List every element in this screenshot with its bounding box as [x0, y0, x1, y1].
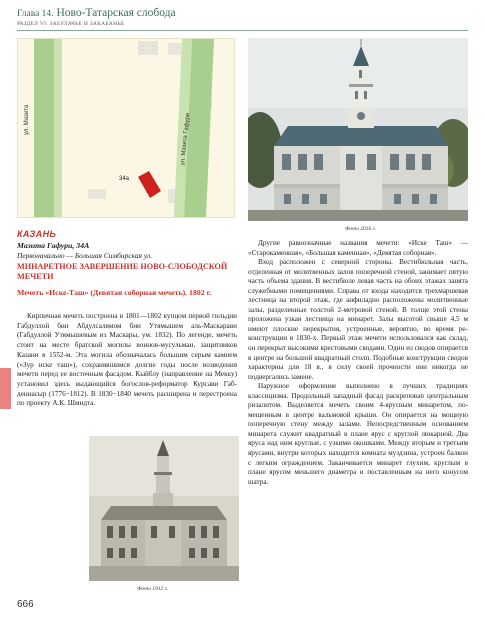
description-paragraph-2: Вход расположен с северной стороны. Вестибюльная часть, отделенная от молитвенных залов поперечной стеной, занимает пятую часть объема здания. В вестибюле левая часть на обоих этажах занята служебными помещениями. Справа от входа находится трехмаршевая лестница на второй этаж, где анфиладно расположены молитвенные залы, разделенные толстой 2-метровой стеной. В толще этой стены проложена узкая лестница на минарет. Залы высотой свыше 4,5 м имеют плоские перекрытия, устроенные, вероятно, во время реконструкции в 1830-х. Первый этаж мечети использовался как склад, он перекрыт высокими крестовыми сводами. Один из сводов опирается в центре на большой квадратный столп. Подобные конструкции сводов характерны для 18 в., в силу своей прочности они никогда не подвергались замене.: [248, 258, 468, 381]
address: Мазита Гафури, 34А: [17, 241, 90, 250]
description-column: [248, 239, 468, 487]
chapter-heading: [17, 7, 176, 19]
header-divider: [17, 30, 468, 31]
history-paragraph: Кирпичная мечеть построена в 1801—1802 купцом первой гильдии Габдуллой бин Абдулсалямом бин Утямышем аль-Маскарави (Габдуллой Утямышевым из Маскары, ум. 1832). По легенде, мечеть стоит на месте братской могилы воинов-мусульман, защитников Казани в 1552-м. Эта могила обозначалась большим серым камнем («Зур иске таш»), сохранявшимся долгие годы после возведения мечети перед ее восточным фасадом. Кыйблу (направление на Мекку) установил здесь выдающийся богослов-реформатор Курсави Габденнасыр (1776−1812). В 1830−1840 мечеть расширена и перестроена по проекту А.К. Шмидта.: [17, 312, 237, 408]
page-number: 666: [17, 599, 34, 610]
chapter-title: Ново-Татарская слобода: [56, 7, 176, 19]
location-map: [17, 38, 235, 218]
photo-caption-2016: Фото 2016 г.: [345, 226, 377, 232]
city-label: КАЗАНЬ: [17, 229, 57, 239]
map-street-label-right: ул. Мазита Гафури: [180, 112, 192, 166]
section-title: МИНАРЕТНОЕ ЗАВЕРШЕНИЕ НОВО-СЛОБОДСКОЙ МЕЧЕТИ: [17, 262, 228, 281]
description-paragraph-3: Наружное оформление выполнено в лучших традициях классицизма. Продольный западный фасад раскреповan центральным ризалитом. Выделяется мечеть своим 4-ярусным минаретом, помещенным в центре вальмовой крыши. Он опирается на мощную поперечную стену между залами. Непосредственным основанием минарета служит квадратный в плане ярус с круглой люкарной. Два яруса над ним круглые, с узкими окошками. Между вторым и третьим ярусами, внутри которых находится комната муэдзина, устроен балкон с легким ограждением. Заканчивается минарет глухим, круглым в плане ярусом меньшего диаметра и поставленным на него конусом шатра.: [248, 382, 468, 486]
map-street-label-left: ул. Мазита: [24, 104, 30, 135]
page-edge-tab: [0, 368, 11, 409]
chapter-label: Глава 14.: [17, 9, 54, 19]
mosque-title: Мечеть «Иске-Таш» (Девятая соборная мечеть). 1802 г.: [17, 288, 212, 297]
photo-caption-1912: Фото 1912 г.: [137, 586, 169, 592]
address-original: Первоначально — Большая Симбирская ул.: [17, 251, 152, 260]
description-paragraph-1: Другие равнозначные названия мечети: «Иске Таш» — «Старокаменная», «Большая каменная», «Девятая соборная».: [248, 239, 468, 257]
map-building-number: 34а: [119, 176, 130, 182]
section-heading: РАЗДЕЛ VI. ЗАБУЛАЧЬЕ И ЗАКАБАНЬЕ: [17, 21, 125, 27]
mosque-photo-2016: [248, 38, 468, 221]
mosque-photo-1912: [89, 436, 239, 581]
